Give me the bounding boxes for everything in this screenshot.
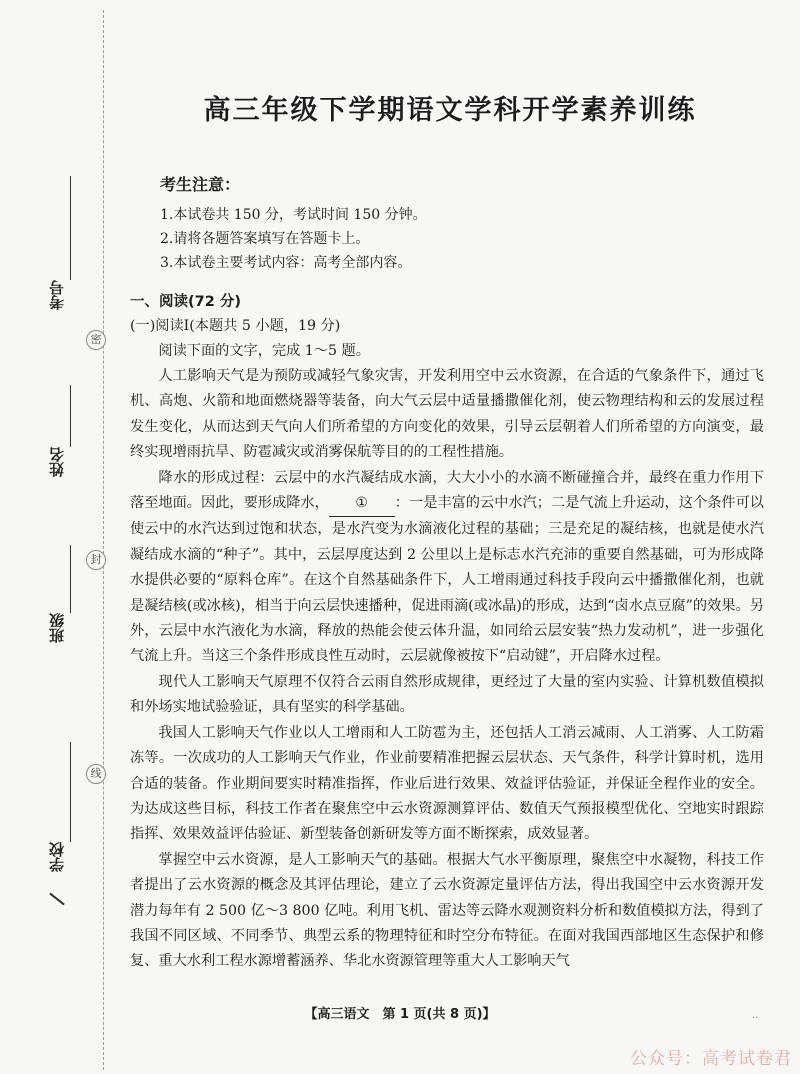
field-class: [46, 545, 74, 655]
reading-section: [130, 290, 764, 975]
watermark-text: 公众号：高考试卷君: [630, 1049, 792, 1069]
notice-heading: 考生注意：: [160, 175, 241, 194]
answer-blank-1: ①: [329, 491, 395, 517]
field-exam-number-label: 考号: [48, 280, 66, 310]
seal-feng: 封: [86, 550, 106, 570]
field-school-label: 学校: [48, 842, 66, 872]
passage-paragraph-with-blank: [130, 466, 764, 670]
candidate-notice: [160, 172, 760, 275]
notice-item: 3.本试卷主要考试内容：高考全部内容。: [160, 255, 412, 271]
margin-slash-mark: [49, 893, 64, 906]
notice-item: 1.本试卷共 150 分，考试时间 150 分钟。: [160, 207, 427, 223]
seal-mi: 密: [86, 330, 106, 350]
field-class-label: 班级: [48, 613, 66, 643]
field-school: [46, 742, 74, 882]
binding-line: [103, 10, 104, 1070]
field-school-line: [70, 742, 71, 842]
passage-text: 降水的形成过程：云层中的水汽凝结成水滴，大大小小的水滴不断碰撞合并，最终在重力作用下落至地面。因此，要形成降水，: [130, 469, 764, 512]
field-exam-number: [46, 176, 74, 316]
page-footer: 【高三语文 第 1 页(共 8 页)】: [304, 1007, 496, 1022]
section-heading: 一、阅读(72 分): [130, 294, 241, 310]
section-subheading: (一)阅读Ⅰ(本题共 5 小题，19 分): [130, 318, 341, 334]
passage-paragraph: 我国人工影响天气作业以人工增雨和人工防雹为主，还包括人工消云减雨、人工消雾、人工防霜冻等。一次成功的人工影响天气作业，作业前要精准把握云层状态、天气条件，科学计算时机，选用合适的装备。作业期间要实时精准指挥，作业后进行效果、效益评估验证，并保证全程作业的安全。为达成这些目标，科技工作者在聚焦空中云水资源测算评估、数值天气预报模型优化、空地实时跟踪指挥、效果效益评估验证、新型装备创新研发等方面不断探索，成效显著。: [130, 724, 764, 843]
passage-text: ：一是丰富的云中水汽；二是气流上升运动，这个条件可以使云中的水汽达到过饱和状态，是水汽变为水滴液化过程的基础；三是充足的凝结核，也就是使水汽凝结成水滴的“种子”。其中，云层厚度达到 2 公里以上是标志水汽充沛的重要自然基础，可为形成降水提供必要的“原料仓库”。在这个自然基础条件下，人工增雨通过科技手段向云中播撒催化剂，也就是凝结核(或冰核)，相当于向云层快速播种，促进雨滴(或冰晶)的形成，达到“卤水点豆腐”的效果。另外，云层中水汽液化为水滴，释放的热能会使云体升温，如同给云层安装“热力发动机”，进一步强化气流上升。当这三个条件形成良性互动时，云层就像被按下“启动键”，开启降水过程。: [130, 495, 764, 665]
field-name-line: [70, 385, 71, 447]
field-name: [46, 385, 74, 485]
passage-paragraph: 现代人工影响天气原理不仅符合云雨自然形成规律，更经过了大量的室内实验、计算机数值模拟和外场实地试验验证，具有坚实的科学基础。: [130, 673, 764, 716]
field-name-label: 姓名: [48, 447, 66, 477]
notice-item: 2.请将各题答案填写在答题卡上。: [160, 231, 370, 247]
section-instruction: 阅读下面的文字，完成 1～5 题。: [158, 343, 370, 359]
field-class-line: [70, 545, 71, 613]
page-title: 高三年级下学期语文学科开学素养训练: [203, 95, 697, 126]
passage-paragraph: 掌握空中云水资源，是人工影响天气的基础。根据大气水平衡原理，聚焦空中水凝物，科技工作者提出了云水资源的概念及其评估理论，建立了云水资源定量评估方法，得出我国空中云水资源开发潜力每年有 2 500 亿～3 800 亿吨。利用飞机、雷达等云降水观测资料分析和数值模拟方法，得到了我国不同区域、不同季节、典型云系的物理特征和时空分布特征。在面对我国西部地区生态保护和修复、重大水利工程水源增蓄涵养、华北水资源管理等重大人工影响天气: [130, 851, 764, 970]
field-exam-number-line: [70, 176, 71, 280]
seal-xian: 线: [86, 764, 106, 784]
passage-paragraph: 人工影响天气是为预防或减轻气象灾害，开发利用空中云水资源，在合适的气象条件下，通过飞机、高炮、火箭和地面燃烧器等装备，向大气云层中适量播撒催化剂，使云物理结构和云的发展过程发生变化，从而达到天气向人们所希望的方向变化的效果，引导云层朝着人们所希望的方向演变，最终实现增雨抗旱、防雹减灾或消雾保航等目的的工程性措施。: [130, 368, 764, 461]
footer-mark: ..: [752, 1010, 759, 1021]
